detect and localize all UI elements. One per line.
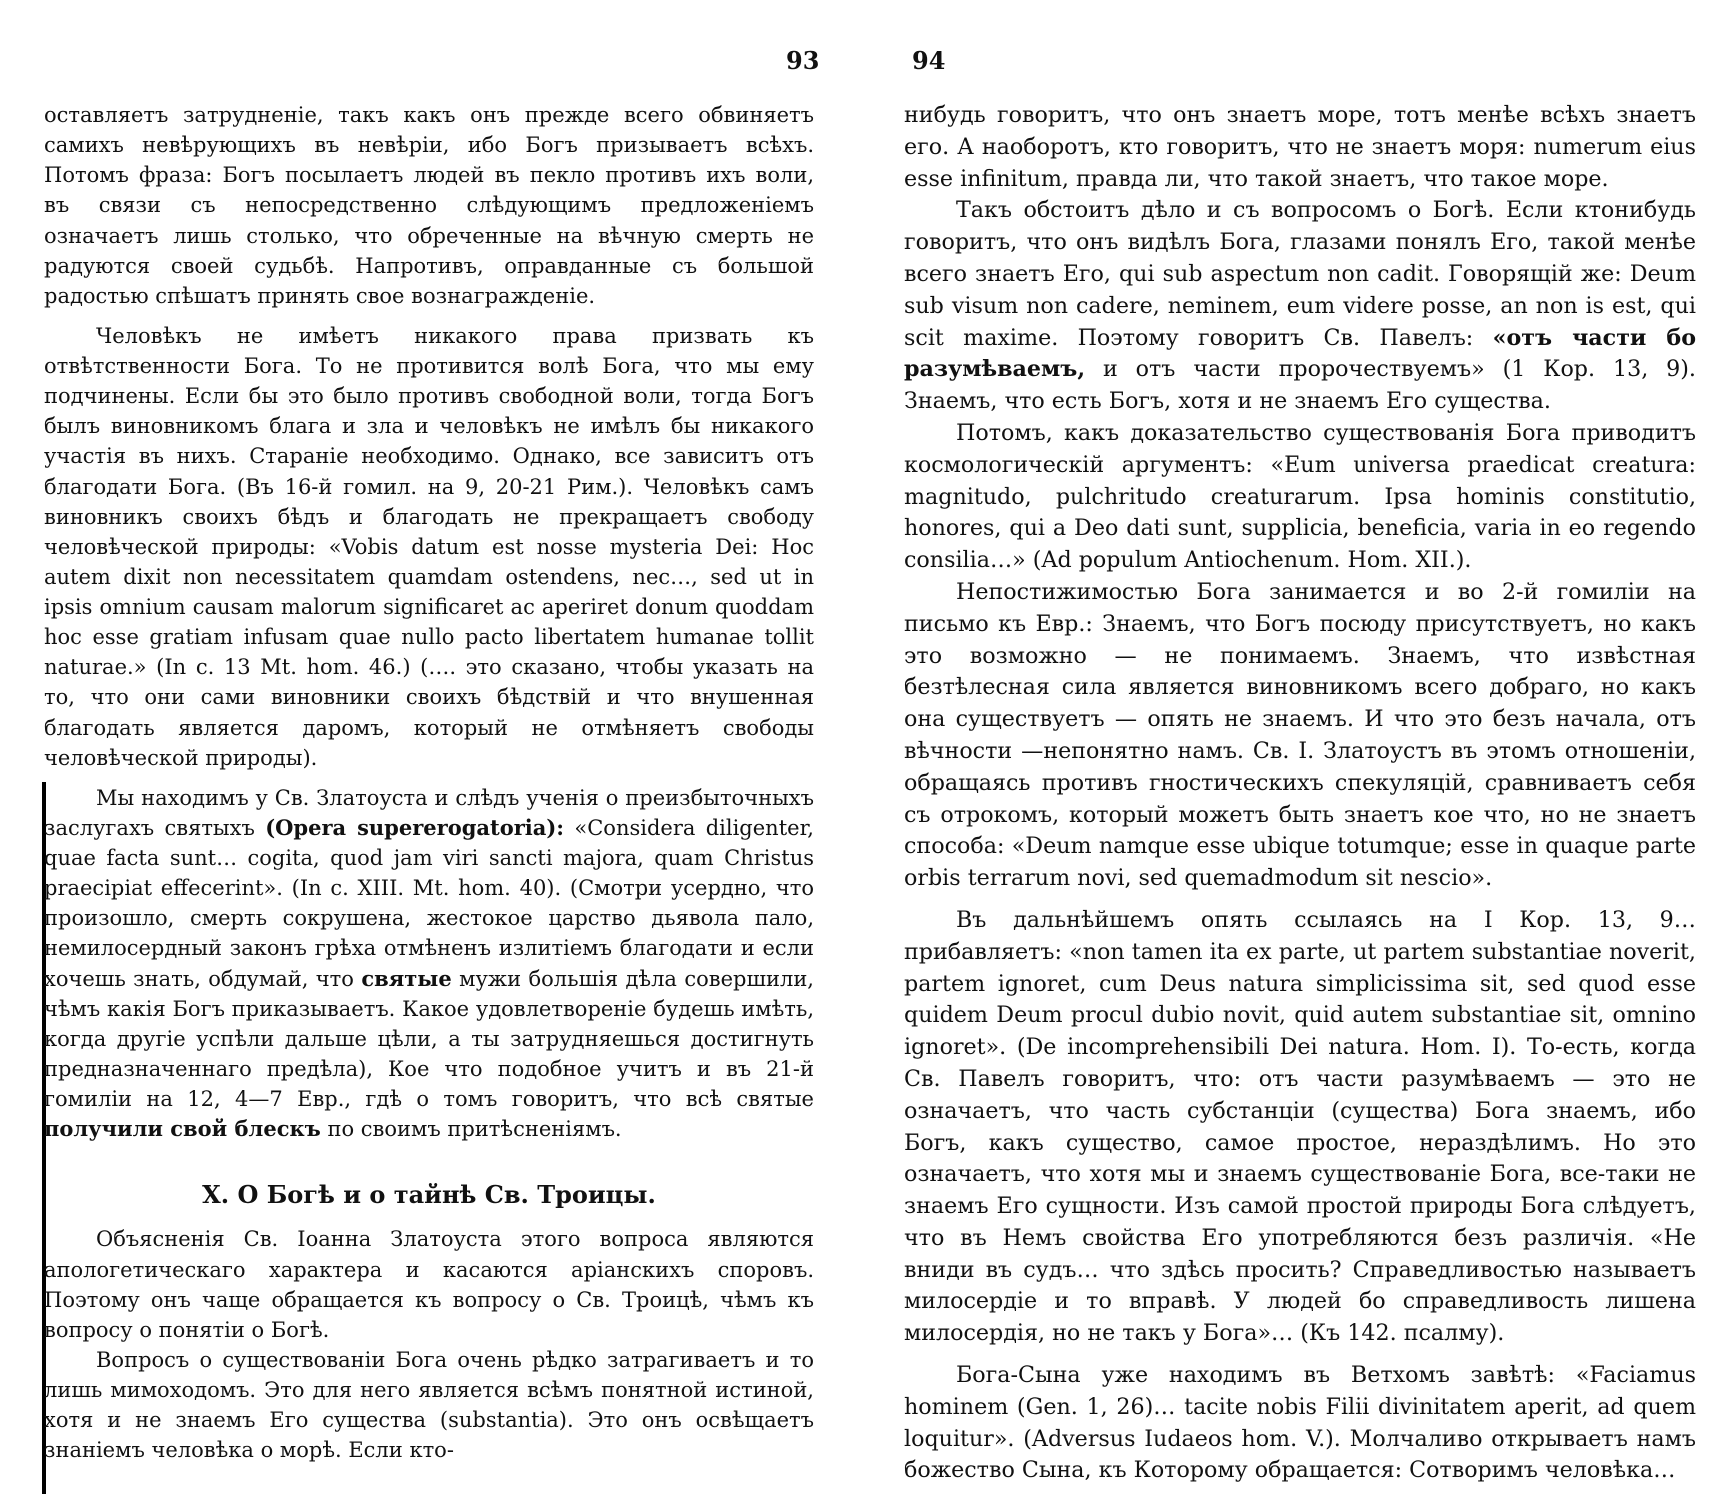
paragraph: Бога-Сына уже находимъ въ Ветхомъ завѣтѣ: «Faciamus hominem (Gen. 1, 26)… tacite nobis Filii divinitatem aperit, ad quem loquitur». (Adversus Iudaeos hom. V.). Молчаливо открываетъ намъ божество Сына, къ Которому обращается: Сотворимъ человѣка… (904, 1362, 1696, 1484)
text-run: «Considera diligenter, quae facta sunt… cogita, quod jam viri sancti majora, quam Christus praecipiat effecerint». (In c. XIII. Mt. hom. 40). (Смотри усердно, что произошло, смерть сокрушена, жестокое царство дьявола пало, немилосердный законъ грѣха отмѣненъ излитіемъ благодати и если хочешь знать, обдумай, что (44, 815, 814, 991)
paragraph: оставляетъ затрудненіе, такъ какъ онъ прежде всего обвиняетъ самихъ невѣрующихъ въ невѣріи, ибо Богъ призываетъ всѣхъ. Потомъ фраза: Богъ посылаетъ людей въ пекло противъ ихъ воли, въ связи съ непосредственно слѣдующимъ предложеніемъ означаетъ лишь столько, что обреченные на вѣчную смерть не радуются своей судьбѣ. Напротивъ, оправданные съ большой радостью спѣшатъ принять свое вознагражденіе. (44, 103, 814, 308)
paragraph: Объясненія Св. Іоанна Златоуста этого вопроса являются апологетическаго характера и касаются аріанскихъ споровъ. Поэтому онъ чаще обращается къ вопросу о Св. Троицѣ, чѣмъ къ вопросу о понятіи о Богѣ. (44, 1227, 814, 1342)
paragraph: Непостижимостью Бога занимается и во 2-й гомиліи на письмо къ Евр.: Знаемъ, что Богъ посюду присутствуетъ, но какъ это возможно — не понимаемъ. Знаемъ, что извѣстная безтѣлесная сила является виновникомъ всего добраго, но какъ она существуетъ — опять не знаемъ. И что это безъ начала, отъ вѣчности —непонятно намъ. Св. I. Златоустъ въ этомъ отношеніи, обращаясь противъ гностическихъ спекуляцій, сравниваетъ себя съ отрокомъ, который можетъ быть знаетъ кое что, но не знаетъ способа: «Deum namque esse ubique totumque; esse in quaque parte orbis terrarum novi, sed quemadmodum sit nescio». (904, 578, 1696, 892)
paragraph: Въ дальнѣйшемъ опять ссылаясь на I Кор. 13, 9… прибавляетъ: «non tamen ita ex parte, ut partem substantiae noverit, partem ignoret, cum Deus natura simplicissima sit, sed quod esse quidem Deum procul dubio novit, quid autem substantiae sit, omnino ignoret». (De incomprehensibili Dei natura. Hom. I). То-есть, когда Св. Павелъ говоритъ, что: отъ части разумѣваемъ — это не означаетъ, что часть субстанціи (существа) Бога знаемъ, ибо Богъ, какъ существо, самое простое, нераздѣлимъ. Но это означаетъ, что хотя мы и знаемъ существованіе Бога, все-таки не знаемъ Его сущности. Изъ самой простой природы Бога слѣдуетъ, что въ Немъ свойства Его употребляются безъ различія. «Не вниди въ судъ… что здѣсь просить? Справедливостью называетъ милосердіе и то вправѣ. У людей бо справедливость лишена милосердія, но не такъ у Бога»… (Къ 142. псалму). (904, 906, 1696, 1347)
paragraph: Человѣкъ не имѣетъ никакого права призвать къ отвѣтственности Бога. То не противится волѣ Бога, что мы ему подчинены. Если бы это было противъ свободной воли, тогда Богъ былъ виновникомъ блага и зла и человѣкъ не имѣлъ бы никакого участія въ нихъ. Стараніе необходимо. Однако, все зависитъ отъ благодати Бога. (Въ 16-й гомил. на 9, 20-21 Рим.). Человѣкъ самъ виновникъ своихъ бѣдъ и благодать не прекращаетъ свободу человѣческой природы: «Vobis datum est nosse mysteria Dei: Hoc autem dixit non necessitatem quamdam ostendens, nec…, sed ut in ipsis omnium causam malorum significaret ac aperiret donum quoddam hoc esse gratiam infusam quae nullo pacto libertatem humanae tollit naturae.» (In c. 13 Mt. hom. 46.) (…. это сказано, чтобы указать на то, что они сами виновники своихъ бѣдствій и что внушенная благодать является даромъ, который не отмѣняетъ свободы человѣческой природы). (44, 323, 814, 770)
bold-text: получили свой блескъ (44, 1116, 321, 1142)
text-run: и отъ части пророчествуемъ» (1 Кор. 13, 9). Знаемъ, что есть Богъ, хотя и не знаемъ Его существа. (904, 356, 1696, 415)
page-number-right: 94 (912, 46, 946, 75)
paragraph (904, 195, 1696, 418)
text-run: по своимъ притѣсненіямъ. (320, 1117, 622, 1142)
page-number-left: 93 (786, 46, 820, 75)
text-run: мужи большія дѣла совершили, чѣмъ какія Богъ приказываетъ. Какое удовлетвореніе будешь имѣть, когда другіе успѣли дальше цѣли, а ты затрудняешься достигнуть предназначеннаго предѣла), Кое что подобное учитъ и въ 21-й гомиліи на 12, 4—7 Евр., гдѣ о томъ говоритъ, что всѣ святые (44, 966, 814, 1111)
paragraph: нибудь говоритъ, что онъ знаетъ море, тотъ менѣе всѣхъ знаетъ его. А наоборотъ, кто говоритъ, что не знаетъ моря: numerum eius esse infinitum, правда ли, что такой знаетъ, что такое море. (904, 102, 1696, 192)
bold-text: святые (361, 965, 452, 991)
paragraph (44, 783, 814, 1145)
paragraph: Потомъ, какъ доказательство существованія Бога приводитъ космологическій аргументъ: «Eum universa praedicat creatura: magnitudo, pulchritudo creaturarum. Ipsa hominis constitutio, honores, qui a Deo dati sunt, supplicia, beneficia, varia in eo regendo consilia…» (Ad populum Antiochenum. Hom. XII.). (904, 419, 1696, 574)
section-heading: X. О Богѣ и о тайнѣ Св. Троицы. (202, 1180, 656, 1210)
left-page-column (44, 100, 814, 1465)
right-page-column (904, 100, 1696, 1487)
bold-text: (Opera supererogatoria): (265, 814, 565, 840)
text-run: Такъ обстоитъ дѣло и съ вопросомъ о Богѣ. Если ктонибудь говоритъ, что онъ видѣлъ Бога, глазами понялъ Его, такой менѣе всего знаетъ Его, qui sub aspectum non cadit. Говорящій же: Deum sub visum non cadere, neminem, eum videre posse, an non is est, qui scit maxime. Поэтому говоритъ Св. Павелъ: (904, 197, 1696, 351)
paragraph: Вопросъ о существованіи Бога очень рѣдко затрагиваетъ и то лишь мимоходомъ. Это для него является всѣмъ понятной истиной, хотя и не знаемъ Его существа (substantia). Это онъ освѣщаетъ знаніемъ человѣка о морѣ. Если кто- (44, 1347, 814, 1463)
text-run: Мы находимъ у Св. Златоуста и слѣдъ ученія о преизбыточныхъ заслугахъ святыхъ (44, 785, 814, 840)
bold-text: «отъ части бо разумѣваемъ, (904, 324, 1696, 383)
